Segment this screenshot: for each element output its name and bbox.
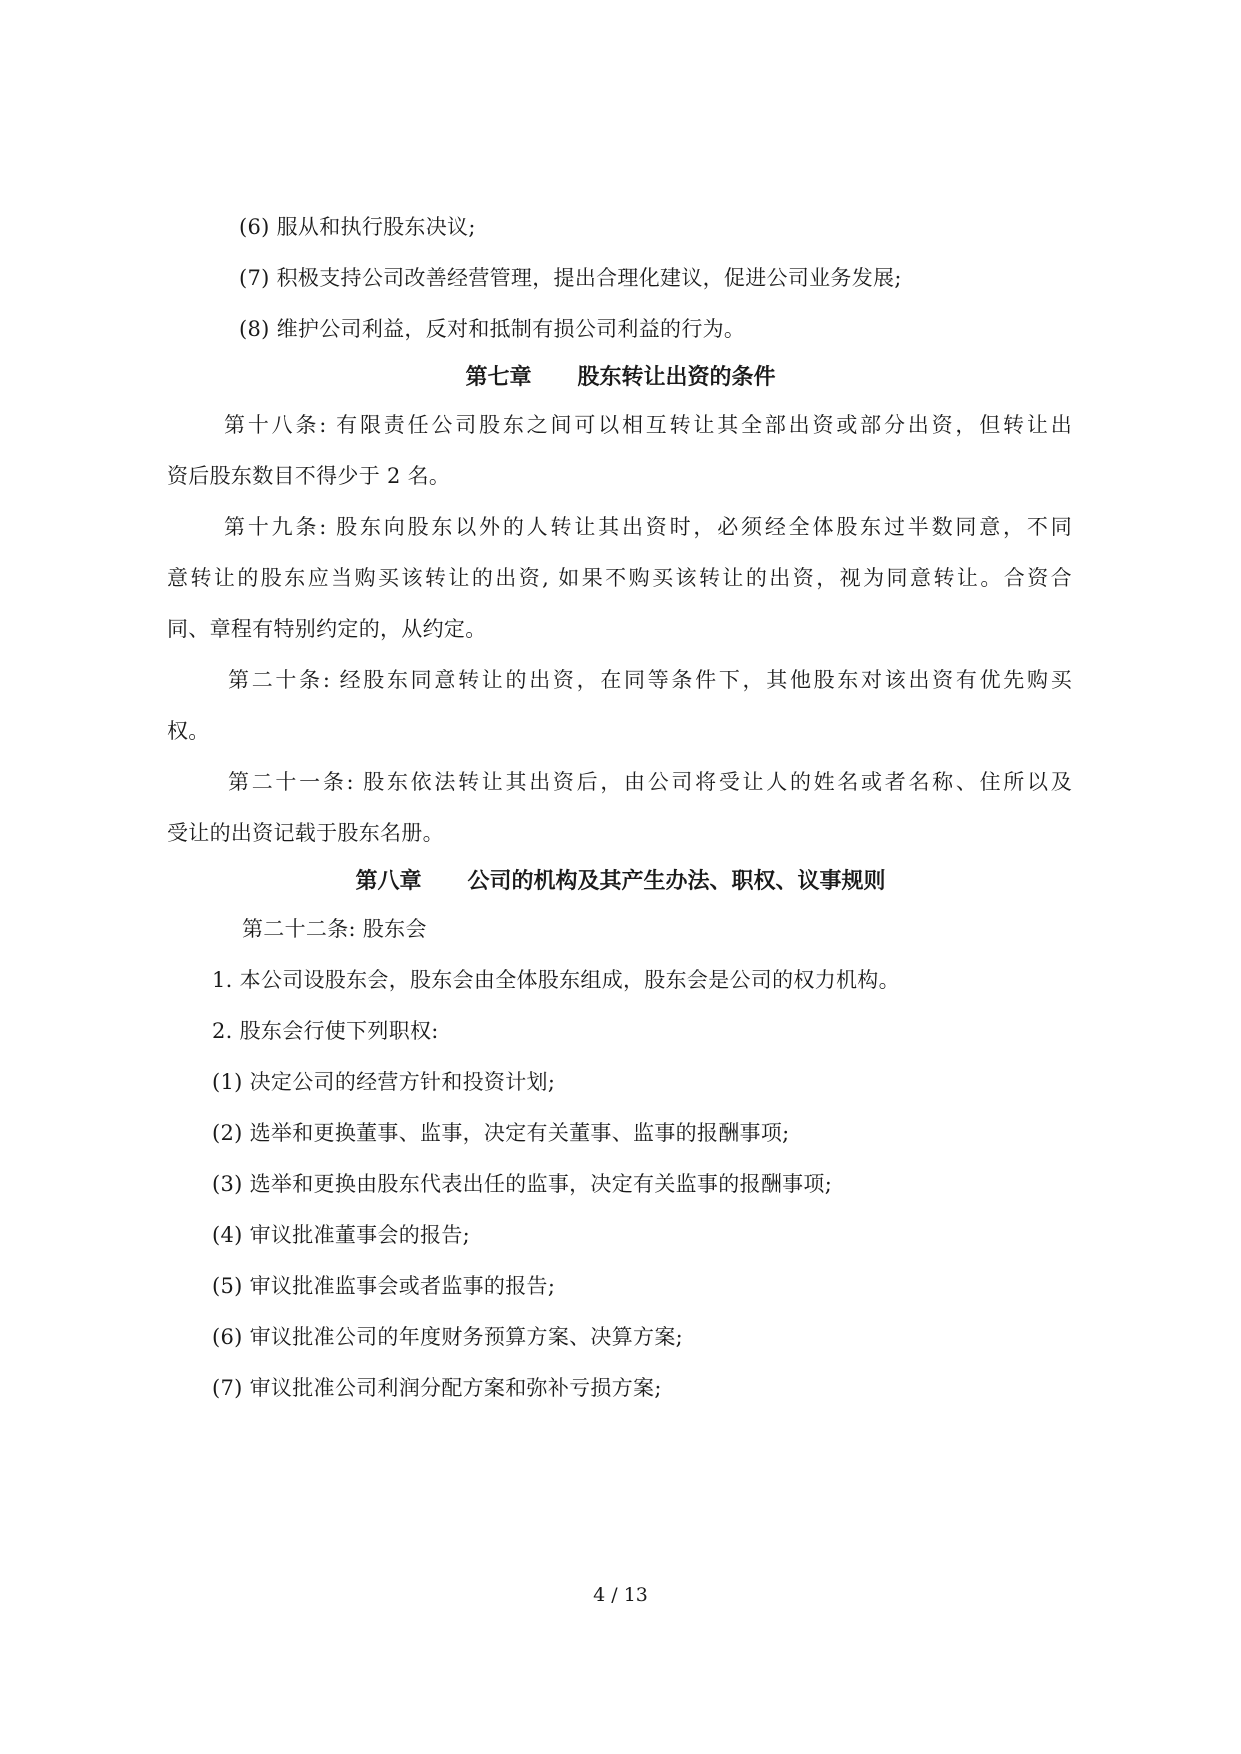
article-22-para-2: 2. 股东会行使下列职权: [212,1019,439,1043]
list-item-8: (8) 维护公司利益，反对和抵制有损公司利益的行为。 [239,317,746,341]
list-item-6: (6) 服从和执行股东决议; [239,215,476,239]
chapter-7-heading: 第七章 股东转让出资的条件 [465,364,776,390]
article-19-line-3: 同、章程有特别约定的，从约定。 [167,617,487,641]
list-item-7: (7) 积极支持公司改善经营管理，提出合理化建议，促进公司业务发展; [239,266,902,290]
power-item-4: (4) 审议批准董事会的报告; [212,1223,470,1247]
chapter-8-heading: 第八章 公司的机构及其产生办法、职权、议事规则 [355,868,886,894]
article-20-line-2: 权。 [167,719,210,743]
article-22-title: 第二十二条: 股东会 [242,917,427,941]
power-item-6: (6) 审议批准公司的年度财务预算方案、决算方案; [212,1325,683,1349]
power-item-2: (2) 选举和更换董事、监事，决定有关董事、监事的报酬事项; [212,1121,790,1145]
page-number: 4 / 13 [593,1584,648,1606]
power-item-1: (1) 决定公司的经营方针和投资计划; [212,1070,556,1094]
power-item-5: (5) 审议批准监事会或者监事的报告; [212,1274,556,1298]
article-22-para-1: 1. 本公司设股东会，股东会由全体股东组成，股东会是公司的权力机构。 [212,968,900,992]
power-item-3: (3) 选举和更换由股东代表出任的监事，决定有关监事的报酬事项; [212,1172,833,1196]
article-20-line-1: 第二十条: 经股东同意转让的出资，在同等条件下，其他股东对该出资有优先购买 [228,668,1072,692]
article-19-line-1: 第十九条: 股东向股东以外的人转让其出资时，必须经全体股东过半数同意，不同 [224,515,1072,539]
article-18-line-1: 第十八条: 有限责任公司股东之间可以相互转让其全部出资或部分出资，但转让出 [224,413,1072,437]
article-21-line-1: 第二十一条: 股东依法转让其出资后，由公司将受让人的姓名或者名称、住所以及 [228,770,1072,794]
article-18-line-2: 资后股东数目不得少于 2 名。 [167,464,451,488]
article-19-line-2: 意转让的股东应当购买该转让的出资, 如果不购买该转让的出资，视为同意转让。合资合 [167,566,1072,590]
article-21-line-2: 受让的出资记载于股东名册。 [167,821,444,845]
power-item-7: (7) 审议批准公司利润分配方案和弥补亏损方案; [212,1376,662,1400]
